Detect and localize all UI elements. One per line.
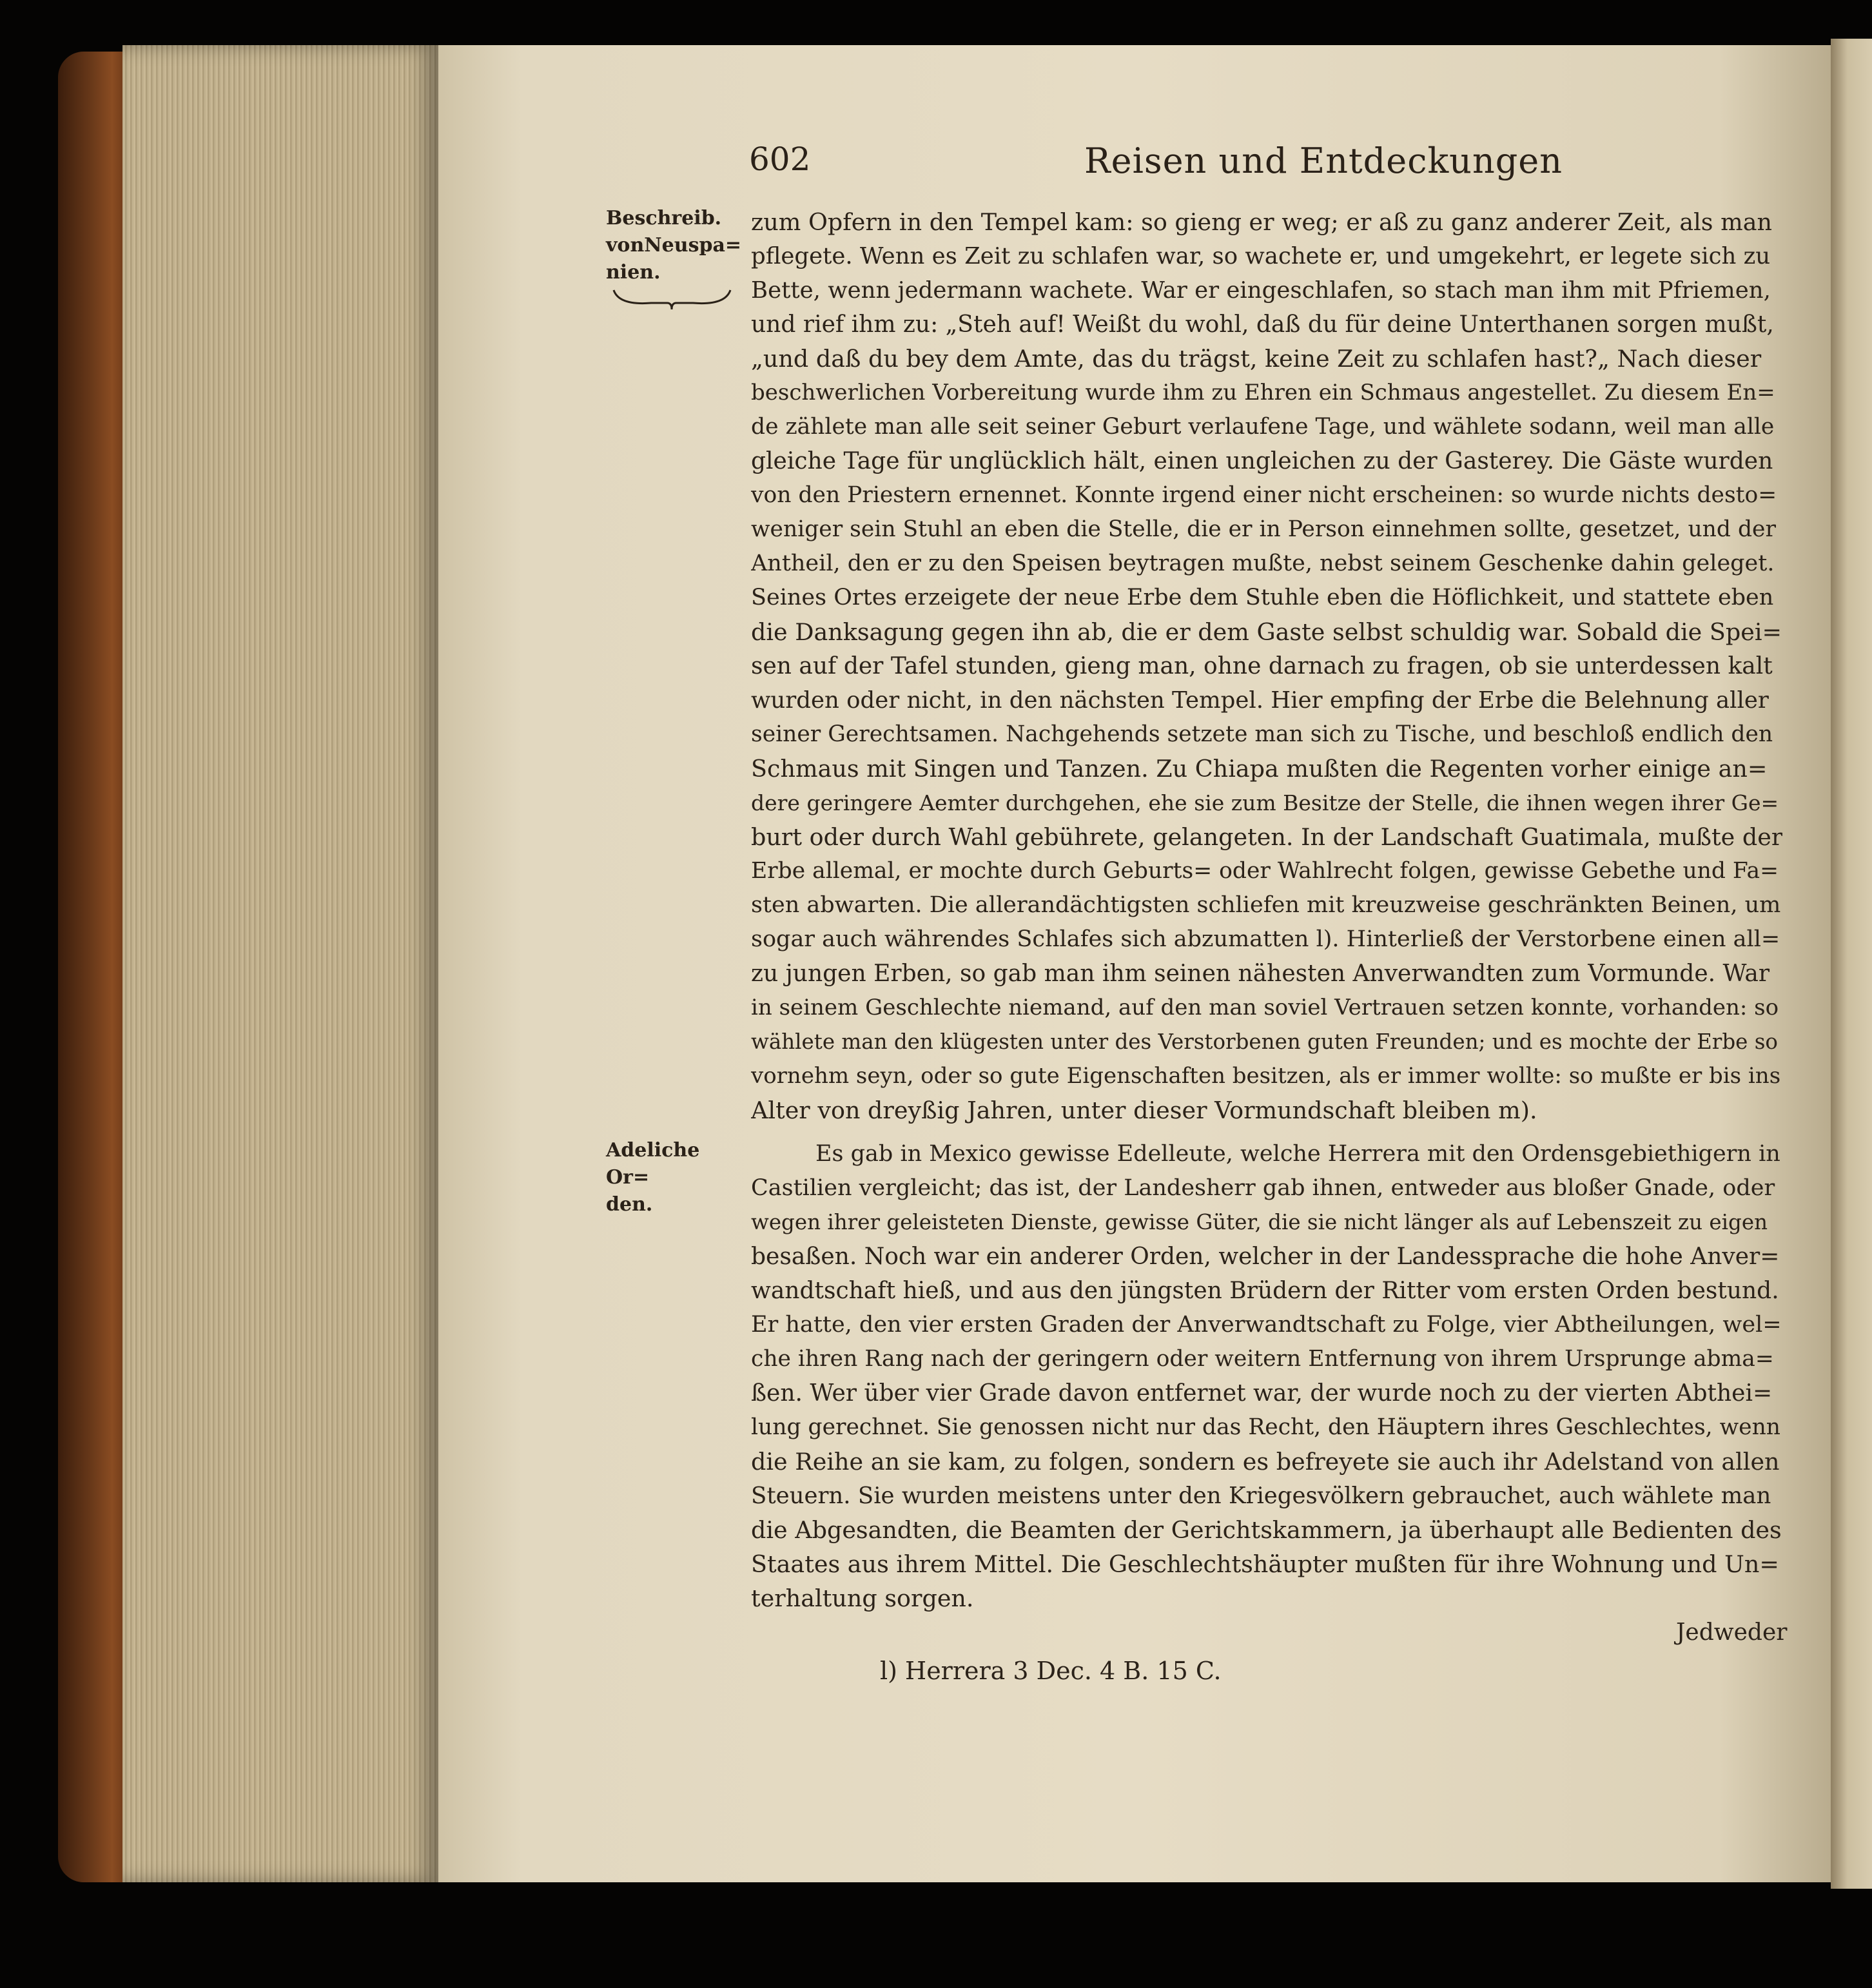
text-line: beschwerlichen Vorbereitung wurde ihm zu Ehren ein Schmaus angestellet. Zu diesem En= — [751, 380, 1775, 405]
text-line: dere geringere Aemter durchgehen, ehe sie zum Besitze der Stelle, die ihnen wegen ihrer Ge= — [751, 790, 1779, 815]
text-line: lung gerechnet. Sie genossen nicht nur das Recht, den Häuptern ihres Geschlechtes, wenn — [751, 1414, 1781, 1440]
text-line: sogar auch währendes Schlafes sich abzumatten l). Hinterließ der Verstorbene einen all= — [751, 926, 1780, 952]
page-block-edge — [122, 45, 438, 1882]
paragraph-1 — [751, 205, 1782, 1127]
text-line: zum Opfern in den Tempel kam: so gieng er weg; er aß zu ganz anderer Zeit, als man — [751, 208, 1772, 236]
text-line: burt oder durch Wahl gebührete, gelangeten. In der Landschaft Guatimala, mußte der — [751, 823, 1782, 851]
text-line: wurden oder nicht, in den nächsten Tempel. Hier empfing der Erbe die Belehnung aller — [751, 687, 1769, 714]
text-line: Er hatte, den vier ersten Graden der Anverwandtschaft zu Folge, vier Abtheilungen, wel= — [751, 1312, 1782, 1338]
margin-note-line: Adeliche Or= — [606, 1139, 700, 1189]
text-line: weniger sein Stuhl an eben die Stelle, die er in Person einnehmen sollte, gesetzet, und der — [751, 516, 1776, 542]
text-line: die Abgesandten, die Beamten der Gerichtskammern, ja überhaupt alle Bedienten des — [751, 1516, 1782, 1544]
margin-note-line: nien. — [606, 261, 661, 284]
margin-note-beschreibung — [606, 205, 742, 286]
text-line: die Reihe an sie kam, zu folgen, sondern es befreyete sie auch ihr Adelstand von allen — [751, 1448, 1780, 1476]
footnote: l) Herrera 3 Dec. 4 B. 15 C. — [880, 1657, 1222, 1685]
margin-brace-icon — [612, 286, 732, 312]
facing-page-edge — [1831, 39, 1872, 1889]
text-line: „und daß du bey dem Amte, das du trägst, keine Zeit zu schlafen hast?„ Nach dieser — [751, 345, 1762, 373]
text-line: zu jungen Erben, so gab man ihm seinen nähesten Anverwandten zum Vormunde. War — [751, 960, 1770, 987]
running-title: Reisen und Entdeckungen — [1084, 141, 1563, 181]
text-line: sen auf der Tafel stunden, gieng man, ohne darnach zu fragen, ob sie unterdessen kalt — [751, 653, 1773, 679]
text-line: Bette, wenn jedermann wachete. War er eingeschlafen, so stach man ihm mit Pfriemen, — [751, 277, 1771, 304]
text-line: pflegete. Wenn es Zeit zu schlafen war, so wachete er, und umgekehrt, er legete sich zu — [751, 243, 1771, 269]
text-line: che ihren Rang nach der geringern oder weitern Entfernung von ihrem Ursprunge abma= — [751, 1346, 1774, 1372]
text-line: Es gab in Mexico gewisse Edelleute, welche Herrera mit den Ordensgebiethigern in — [815, 1141, 1780, 1167]
text-line: seiner Gerechtsamen. Nachgehends setzete man sich zu Tische, und beschloß endlich den — [751, 721, 1773, 747]
text-line: Staates aus ihrem Mittel. Die Geschlechtshäupter mußten für ihre Wohnung und Un= — [751, 1550, 1779, 1578]
text-line: wandtschaft hieß, und aus den jüngsten Brüdern der Ritter vom ersten Orden bestund. — [751, 1278, 1779, 1304]
text-line: Erbe allemal, er mochte durch Geburts= oder Wahlrecht folgen, gewisse Gebethe und Fa= — [751, 858, 1779, 884]
text-line: Castilien vergleicht; das ist, der Landesherr gab ihnen, entweder aus bloßer Gnade, oder — [751, 1175, 1775, 1201]
catchword: Jedweder — [1676, 1619, 1788, 1646]
text-line: wegen ihrer geleisteten Dienste, gewisse Güter, die sie nicht länger als auf Lebenszeit zu eigen — [751, 1210, 1768, 1234]
text-line: ßen. Wer über vier Grade davon entfernet war, der wurde noch zu der vierten Abthei= — [751, 1380, 1773, 1407]
text-line: Schmaus mit Singen und Tanzen. Zu Chiapa mußten die Regenten vorher einige an= — [751, 755, 1768, 783]
text-line: de zählete man alle seit seiner Geburt verlaufene Tage, und wählete sodann, weil man alle — [751, 414, 1775, 440]
margin-note-line: Beschreib. — [606, 207, 722, 229]
text-line: in seinem Geschlechte niemand, auf den man soviel Vertrauen setzen konnte, vorhanden: so — [751, 995, 1779, 1020]
text-line: von den Priestern ernennet. Konnte irgend einer nicht erscheinen: so wurde nichts desto= — [751, 482, 1777, 508]
text-line: vornehm seyn, oder so gute Eigenschaften besitzen, als er immer wollte: so mußte er bis ins — [751, 1063, 1781, 1089]
text-line: Steuern. Sie wurden meistens unter den Kriegesvölkern gebrauchet, auch wählete man — [751, 1483, 1771, 1509]
text-line: terhaltung sorgen. — [751, 1584, 974, 1612]
text-line: Seines Ortes erzeigete der neue Erbe dem Stuhle eben die Höflichkeit, und stattete eben — [751, 585, 1774, 610]
text-line: und rief ihm zu: „Steh auf! Weißt du wohl, daß du für deine Unterthanen sorgen mußt, — [751, 311, 1774, 338]
margin-note-line: vonNeuspa= — [606, 234, 742, 257]
text-line: sten abwarten. Die allerandächtigsten schliefen mit kreuzweise geschränkten Beinen, um — [751, 892, 1781, 918]
text-line: besaßen. Noch war ein anderer Orden, welcher in der Landessprache die hohe Anver= — [751, 1243, 1780, 1270]
text-line: Alter von dreyßig Jahren, unter dieser Vormundschaft bleiben m). — [751, 1096, 1537, 1124]
page-number: 602 — [749, 141, 811, 178]
paragraph-2 — [751, 1137, 1782, 1615]
margin-note-line: den. — [606, 1193, 653, 1216]
text-line: die Danksagung gegen ihn ab, die er dem Gaste selbst schuldig war. Sobald die Spei= — [751, 618, 1782, 646]
text-line: Antheil, den er zu den Speisen beytragen mußte, nebst seinem Geschenke dahin geleget. — [751, 551, 1775, 576]
text-line: wählete man den klügesten unter des Verstorbenen guten Freunden; und es mochte der Erbe so — [751, 1029, 1778, 1054]
page-header — [749, 141, 1563, 186]
text-line: gleiche Tage für unglücklich hält, einen ungleichen zu der Gasterey. Die Gäste wurden — [751, 448, 1773, 474]
margin-note-adeliche-orden — [606, 1137, 735, 1218]
